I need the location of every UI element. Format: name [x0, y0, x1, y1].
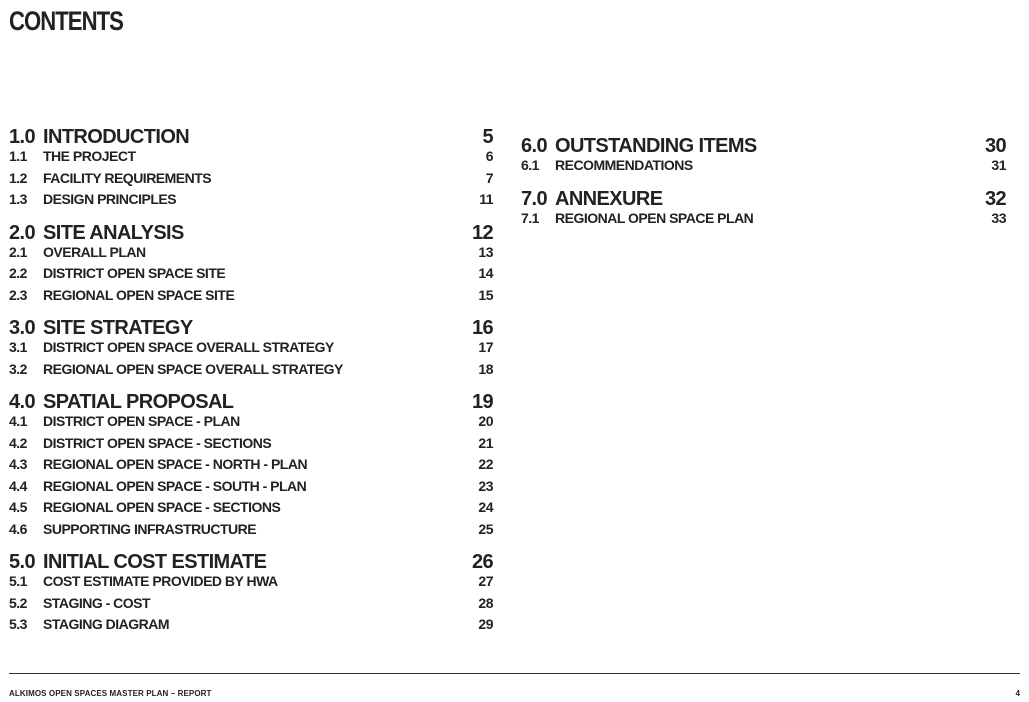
entry-title: COST ESTIMATE PROVIDED BY HWA	[43, 573, 278, 589]
toc-entry-row[interactable]	[9, 413, 493, 435]
toc-section-row[interactable]	[521, 135, 1006, 157]
toc-entry-row[interactable]	[9, 287, 493, 309]
section-page-number: 30	[984, 135, 1006, 157]
entry-title: REGIONAL OPEN SPACE PLAN	[555, 209, 754, 226]
entry-title: DISTRICT OPEN SPACE SITE	[43, 265, 226, 281]
section-title: SITE ANALYSIS	[43, 221, 184, 244]
toc-section-row[interactable]	[9, 551, 493, 573]
entry-page-number: 28	[478, 594, 493, 611]
entry-number: 4.3	[9, 456, 27, 472]
entry-title: DISTRICT OPEN SPACE - PLAN	[43, 413, 240, 429]
section-page-number: 26	[471, 551, 493, 573]
toc-entry-row[interactable]	[9, 499, 493, 521]
entry-title: REGIONAL OPEN SPACE - NORTH - PLAN	[43, 456, 308, 472]
entry-page-number: 23	[478, 477, 493, 494]
entry-page-number: 31	[991, 157, 1006, 173]
toc-section-row[interactable]	[521, 188, 1006, 210]
toc-entry-row[interactable]	[9, 265, 493, 287]
section-title: SPATIAL PROPOSAL	[43, 391, 234, 413]
section-title: ANNEXURE	[555, 187, 663, 210]
toc-entry-row[interactable]	[9, 478, 493, 500]
section-page-number: 12	[471, 221, 493, 244]
entry-number: 5.3	[9, 616, 27, 632]
entry-title: THE PROJECT	[43, 148, 136, 164]
toc-entry-row[interactable]	[9, 339, 493, 361]
toc-section-row[interactable]	[9, 391, 493, 413]
entry-number: 1.1	[9, 148, 27, 164]
section-page-number: 19	[471, 391, 493, 413]
entry-title: REGIONAL OPEN SPACE SITE	[43, 286, 235, 303]
entry-number: 2.2	[9, 265, 27, 281]
toc-entry-row[interactable]	[9, 191, 493, 213]
section-number: 7.0	[521, 187, 548, 210]
section-number: 6.0	[521, 135, 548, 157]
entry-title: STAGING - COST	[43, 594, 151, 611]
toc-right-column	[521, 135, 1006, 231]
entry-title: REGIONAL OPEN SPACE - SOUTH - PLAN	[43, 477, 307, 494]
page-title: CONTENTS	[9, 6, 123, 36]
entry-number: 5.1	[9, 573, 27, 589]
entry-page-number: 33	[991, 209, 1006, 226]
entry-page-number: 27	[478, 573, 493, 589]
entry-page-number: 22	[478, 456, 493, 472]
entry-page-number: 14	[478, 265, 493, 281]
entry-number: 2.1	[9, 243, 27, 260]
entry-number: 6.1	[521, 157, 539, 173]
toc-entry-row[interactable]	[9, 595, 493, 617]
section-title: OUTSTANDING ITEMS	[555, 135, 757, 157]
section-page-number: 16	[471, 317, 493, 339]
section-title: INTRODUCTION	[43, 126, 190, 148]
entry-number: 4.4	[9, 477, 27, 494]
entry-title: DESIGN PRINCIPLES	[43, 191, 177, 207]
entry-number: 1.3	[9, 191, 27, 207]
toc-entry-row[interactable]	[9, 435, 493, 457]
entry-page-number: 29	[478, 616, 493, 632]
toc-entry-row[interactable]	[521, 210, 1006, 232]
section-number: 1.0	[9, 126, 36, 148]
toc-entry-row[interactable]	[521, 157, 1006, 179]
entry-page-number: 25	[478, 520, 493, 537]
section-number: 2.0	[9, 221, 36, 244]
entry-number: 2.3	[9, 286, 27, 303]
entry-page-number: 24	[478, 499, 493, 515]
toc-left-column	[9, 126, 493, 638]
entry-title: DISTRICT OPEN SPACE - SECTIONS	[43, 434, 272, 451]
toc-entry-row[interactable]	[9, 244, 493, 266]
section-title: SITE STRATEGY	[43, 317, 193, 339]
section-number: 3.0	[9, 317, 36, 339]
entry-page-number: 15	[478, 286, 493, 303]
entry-number: 3.2	[9, 360, 27, 377]
toc-section-row[interactable]	[9, 126, 493, 148]
footer-report-title: ALKIMOS OPEN SPACES MASTER PLAN – REPORT	[9, 689, 212, 698]
entry-number: 7.1	[521, 209, 539, 226]
entry-title: OVERALL PLAN	[43, 243, 146, 260]
section-number: 4.0	[9, 391, 36, 413]
entry-page-number: 11	[479, 191, 493, 207]
footer-divider	[9, 673, 1020, 674]
entry-title: REGIONAL OPEN SPACE - SECTIONS	[43, 499, 281, 515]
entry-number: 3.1	[9, 339, 27, 355]
toc-entry-row[interactable]	[9, 456, 493, 478]
toc-entry-row[interactable]	[9, 573, 493, 595]
entry-page-number: 17	[478, 339, 493, 355]
entry-title: REGIONAL OPEN SPACE OVERALL STRATEGY	[43, 360, 343, 377]
entry-page-number: 13	[478, 243, 493, 260]
entry-page-number: 6	[485, 148, 493, 164]
entry-number: 4.5	[9, 499, 27, 515]
entry-number: 4.6	[9, 520, 27, 537]
toc-entry-row[interactable]	[9, 170, 493, 192]
entry-number: 4.1	[9, 413, 27, 429]
toc-entry-row[interactable]	[9, 361, 493, 383]
entry-number: 4.2	[9, 434, 27, 451]
entry-page-number: 21	[478, 434, 493, 451]
entry-page-number: 7	[485, 169, 493, 186]
toc-entry-row[interactable]	[9, 148, 493, 170]
footer-page-number: 4	[1015, 689, 1020, 698]
section-title: INITIAL COST ESTIMATE	[43, 551, 267, 573]
toc-entry-row[interactable]	[9, 616, 493, 638]
entry-title: RECOMMENDATIONS	[555, 157, 693, 173]
entry-title: SUPPORTING INFRASTRUCTURE	[43, 520, 257, 537]
entry-title: STAGING DIAGRAM	[43, 616, 170, 632]
entry-page-number: 18	[478, 360, 493, 377]
entry-page-number: 20	[478, 413, 493, 429]
section-page-number: 5	[482, 126, 493, 148]
entry-title: DISTRICT OPEN SPACE OVERALL STRATEGY	[43, 339, 334, 355]
entry-number: 1.2	[9, 169, 27, 186]
toc-entry-row[interactable]	[9, 521, 493, 543]
entry-number: 5.2	[9, 594, 27, 611]
section-page-number: 32	[984, 187, 1006, 210]
toc-section-row[interactable]	[9, 317, 493, 339]
toc-section-row[interactable]	[9, 222, 493, 244]
entry-title: FACILITY REQUIREMENTS	[43, 169, 212, 186]
section-number: 5.0	[9, 551, 36, 573]
